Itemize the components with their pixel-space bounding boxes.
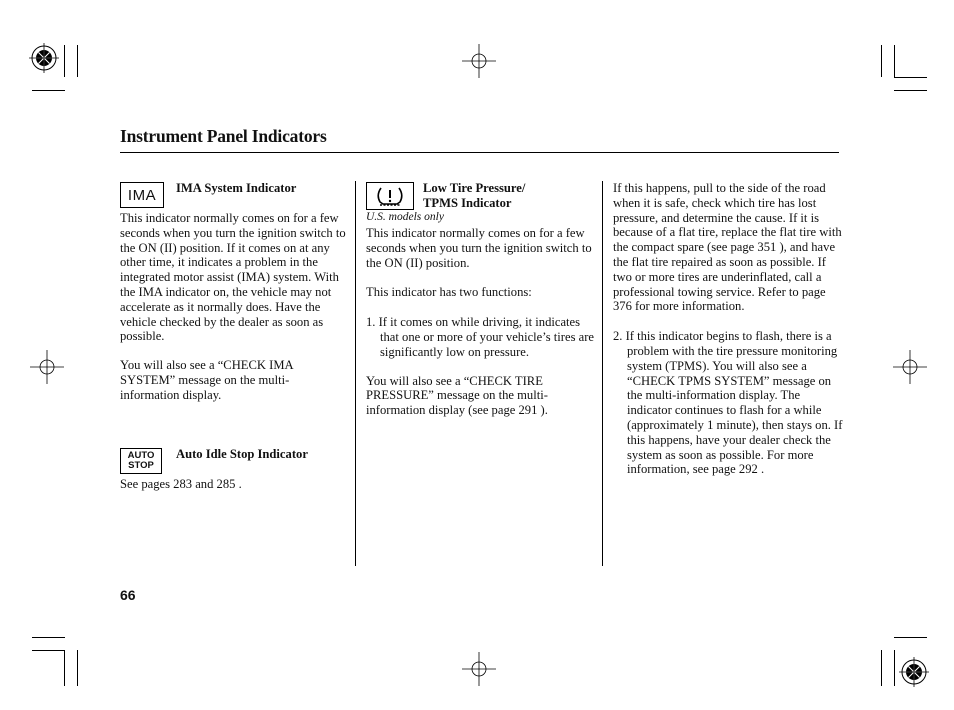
page-title: Instrument Panel Indicators bbox=[120, 126, 327, 146]
tpms-indicator-icon bbox=[366, 182, 414, 210]
tpms-paragraph-1: This indicator normally comes on for a few seconds when you turn the ignition switch to the ON (II) position. bbox=[366, 226, 592, 270]
registration-target-bottom-right-icon bbox=[899, 657, 929, 687]
ima-indicator-icon: IMA bbox=[120, 182, 164, 208]
column-divider-1 bbox=[355, 181, 356, 566]
auto-stop-text: See pages 283 and 285 . bbox=[120, 477, 242, 491]
ima-heading: IMA System Indicator bbox=[176, 181, 297, 195]
flat-tire-paragraph: If this happens, pull to the side of the road when it is safe, check which tire has lost pressure, and determine the cause. If it is because of a flat tire, replace the flat tire with the compact spare (see page 351 ), and have the flat tire repaired as soon as possible. If two or more tires are underinflated, call a professional towing service. Refer to page 376 for more information. bbox=[613, 181, 842, 314]
tpms-paragraph-3: You will also see a “CHECK TIRE PRESSURE” message on the multi-information display (see page 291 ). bbox=[366, 373, 548, 418]
crosshair-top-icon bbox=[462, 44, 496, 78]
auto-stop-heading: Auto Idle Stop Indicator bbox=[176, 447, 308, 461]
tpms-paragraph-2: This indicator has two functions: bbox=[366, 285, 532, 300]
ima-paragraph-2: You will also see a “CHECK IMA SYSTEM” message on the multi-information display. bbox=[120, 358, 293, 402]
tpms-section bbox=[366, 226, 594, 418]
auto-stop-icon-line-2: STOP bbox=[128, 460, 154, 471]
us-models-note: U.S. models only bbox=[366, 211, 444, 223]
tpms-function-1: 1. If it comes on while driving, it indicates that one or more of your vehicle’s tires are significantly low on pressure. bbox=[366, 315, 595, 359]
column-divider-2 bbox=[602, 181, 603, 566]
title-rule bbox=[120, 152, 839, 153]
crosshair-left-icon bbox=[30, 350, 64, 384]
tpms-function-2: 2. If this indicator begins to flash, there is a problem with the tire pressure monitoring system (TPMS). You will also see a “CHECK TPMS SYSTEM” message on the multi-information display. The indicator continues to flash for a while (approximately 1 minute), then stays on. If this happens, have your dealer check the system as soon as possible. For more information, see page 292 . bbox=[613, 329, 843, 477]
registration-target-top-left-icon bbox=[29, 43, 59, 73]
ima-section bbox=[120, 211, 348, 403]
column-3 bbox=[613, 181, 845, 477]
auto-stop-indicator-icon bbox=[120, 448, 162, 474]
auto-stop-icon-line-1: AUTO bbox=[127, 450, 155, 461]
tpms-heading-line-1: Low Tire Pressure/ bbox=[423, 181, 526, 195]
tpms-heading bbox=[423, 181, 525, 211]
ima-paragraph-1: This indicator normally comes on for a few seconds when you turn the ignition switch to the ON (II) position. If it comes on at any other time, it indicates a problem in the integrated motor assist (IMA) system. With the IMA indicator on, the vehicle may not accelerate as it normally does. Have the vehicle checked by the dealer as soon as possible. bbox=[120, 211, 346, 344]
tpms-heading-line-2: TPMS Indicator bbox=[423, 195, 512, 210]
crosshair-bottom-icon bbox=[462, 652, 496, 686]
page-number: 66 bbox=[120, 587, 136, 603]
crosshair-right-icon bbox=[893, 350, 927, 384]
